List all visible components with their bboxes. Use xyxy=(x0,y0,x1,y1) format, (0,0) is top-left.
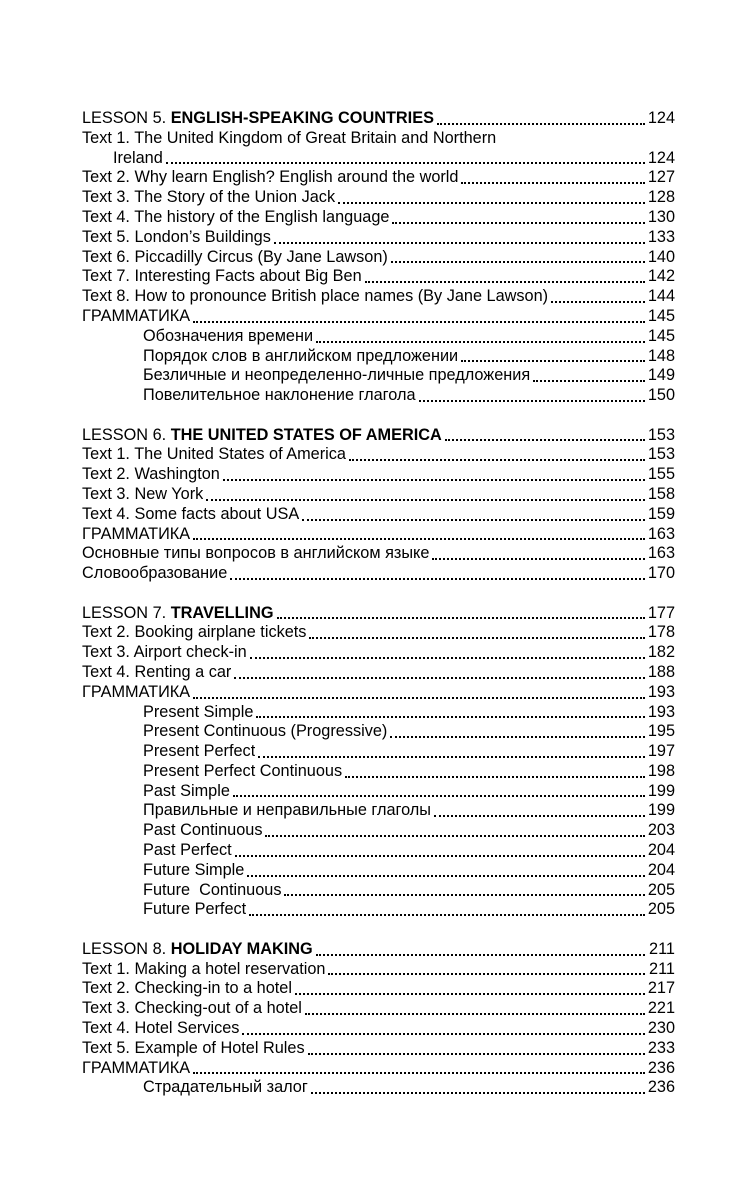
toc-entry-label: Past Simple xyxy=(143,781,230,800)
toc-entry[interactable] xyxy=(82,327,675,347)
toc-entry[interactable] xyxy=(82,782,675,802)
page-number: 128 xyxy=(647,188,675,207)
toc-entry[interactable] xyxy=(82,366,675,386)
toc-entry[interactable] xyxy=(82,703,675,723)
page-number: 163 xyxy=(647,544,675,563)
toc-entry-label: Present Continuous (Progressive) xyxy=(143,722,388,741)
toc-entry-label: Text 4. The history of the English language xyxy=(82,207,390,226)
page-number: 236 xyxy=(647,1078,675,1097)
page-number: 177 xyxy=(647,603,675,622)
page-number: 198 xyxy=(647,761,675,780)
toc-entry-label: Text 3. Airport check-in xyxy=(82,643,247,662)
dot-leader xyxy=(302,509,645,521)
page-number: 144 xyxy=(647,287,675,306)
dot-leader xyxy=(242,1023,645,1035)
toc-entry[interactable] xyxy=(82,861,675,881)
toc-entry-label: Повелительное наклонение глагола xyxy=(143,386,416,405)
toc-entry[interactable] xyxy=(82,960,675,980)
toc-entry[interactable] xyxy=(82,208,675,228)
page-number: 163 xyxy=(647,524,675,543)
toc-entry[interactable] xyxy=(82,1078,675,1098)
toc-entry[interactable] xyxy=(82,663,675,683)
page-number: 158 xyxy=(647,484,675,503)
lesson-header[interactable] xyxy=(82,426,675,446)
toc-entry-label: Text 2. Checking-in to a hotel xyxy=(82,979,292,998)
toc-entry[interactable] xyxy=(82,979,675,999)
page-number: 193 xyxy=(647,682,675,701)
toc-entry-label: Словообразование xyxy=(82,564,228,583)
toc-entry-label: ГРАММАТИКА xyxy=(82,682,191,701)
page-number: 124 xyxy=(647,109,675,127)
toc-entry[interactable] xyxy=(82,129,675,169)
page-number: 159 xyxy=(647,504,675,523)
page-number: 217 xyxy=(647,979,675,998)
page-number: 155 xyxy=(647,465,675,484)
dot-leader xyxy=(434,805,645,817)
toc-entry-label: Text 3. New York xyxy=(82,484,204,503)
page-number: 221 xyxy=(647,999,675,1018)
dot-leader xyxy=(309,627,645,639)
dot-leader xyxy=(193,528,645,540)
toc-entry[interactable] xyxy=(82,564,675,584)
page-number: 140 xyxy=(647,247,675,266)
toc-entry[interactable] xyxy=(82,544,675,564)
toc-entry-label: Future Continuous xyxy=(143,880,282,899)
toc-entry[interactable] xyxy=(82,722,675,742)
toc-entry[interactable] xyxy=(82,347,675,367)
toc-entry[interactable] xyxy=(82,900,675,920)
page-number: 203 xyxy=(647,821,675,840)
toc-entry[interactable] xyxy=(82,485,675,505)
lesson-header-label xyxy=(82,426,442,446)
page-number: 149 xyxy=(647,366,675,385)
table-of-contents xyxy=(82,109,675,1118)
toc-entry[interactable] xyxy=(82,801,675,821)
dot-leader xyxy=(349,449,645,461)
lesson-header-label xyxy=(82,940,313,960)
page-number: 153 xyxy=(647,425,675,444)
page-number: 170 xyxy=(647,564,675,583)
page-number: 130 xyxy=(647,207,675,226)
lesson-header-label xyxy=(82,109,434,129)
toc-entry[interactable] xyxy=(82,762,675,782)
toc-entry-label: Past Perfect xyxy=(143,841,232,860)
lesson-header-label xyxy=(82,604,274,624)
lesson-number: LESSON 7. xyxy=(82,603,171,622)
toc-entry-label: Text 8. How to pronounce British place names (By Jane Lawson) xyxy=(82,287,549,306)
toc-entry-label: Правильные и неправильные глаголы xyxy=(143,801,432,820)
toc-entry[interactable] xyxy=(82,623,675,643)
dot-leader xyxy=(390,726,645,738)
toc-entry-label: Безличные и неопределенно-личные предложения xyxy=(143,366,531,385)
dot-leader xyxy=(308,1043,645,1055)
dot-leader xyxy=(193,311,645,323)
toc-entry-label: ГРАММАТИКА xyxy=(82,306,191,325)
toc-entry-label: Text 6. Piccadilly Circus (By Jane Lawson) xyxy=(82,247,388,266)
page-number: 230 xyxy=(647,1019,675,1038)
page-number: 199 xyxy=(647,781,675,800)
toc-entry-label: Present Perfect xyxy=(143,742,256,761)
page-number: 199 xyxy=(647,801,675,820)
toc-entry[interactable] xyxy=(82,287,675,307)
page-number: 205 xyxy=(647,880,675,899)
dot-leader xyxy=(265,825,645,837)
toc-entry-line xyxy=(82,149,675,169)
toc-entry-label: Present Perfect Continuous xyxy=(143,761,343,780)
toc-entry[interactable] xyxy=(82,683,675,703)
dot-leader xyxy=(311,1082,645,1094)
dot-leader xyxy=(365,271,645,283)
dot-leader xyxy=(392,212,645,224)
dot-leader xyxy=(250,647,645,659)
toc-entry[interactable] xyxy=(82,881,675,901)
toc-entry-label: Text 7. Interesting Facts about Big Ben xyxy=(82,267,362,286)
lesson-title: TRAVELLING xyxy=(170,603,274,622)
toc-entry-label: Text 1. Making a hotel reservation xyxy=(82,959,326,978)
toc-entry[interactable] xyxy=(82,188,675,208)
lesson-header[interactable] xyxy=(82,604,675,624)
toc-entry[interactable] xyxy=(82,386,675,406)
toc-entry-label: Text 5. Example of Hotel Rules xyxy=(82,1038,305,1057)
dot-leader xyxy=(234,667,645,679)
lesson-title: THE UNITED STATES OF AMERICA xyxy=(170,425,442,444)
page-number: 145 xyxy=(647,306,675,325)
lesson-number: LESSON 6. xyxy=(82,425,171,444)
dot-leader xyxy=(461,172,645,184)
dot-leader xyxy=(551,291,645,303)
lesson-header[interactable] xyxy=(82,940,675,960)
toc-entry-label: Text 3. The Story of the Union Jack xyxy=(82,188,336,207)
toc-entry[interactable] xyxy=(82,1059,675,1079)
dot-leader xyxy=(277,607,646,619)
page-number: 233 xyxy=(647,1038,675,1057)
dot-leader xyxy=(305,1003,645,1015)
page-number: 211 xyxy=(649,939,675,958)
dot-leader xyxy=(419,390,646,402)
toc-entry[interactable] xyxy=(82,505,675,525)
page-number: 145 xyxy=(647,326,675,345)
toc-entry-label: Text 1. The United States of America xyxy=(82,445,346,464)
page-number: 153 xyxy=(647,445,675,464)
toc-entry-label: Text 1. The United Kingdom of Great Britain and Northern xyxy=(82,128,497,147)
toc-section xyxy=(82,109,675,406)
toc-entry-label: ГРАММАТИКА xyxy=(82,524,191,543)
dot-leader xyxy=(247,865,645,877)
dot-leader xyxy=(328,963,645,975)
toc-entry[interactable] xyxy=(82,821,675,841)
toc-entry[interactable] xyxy=(82,307,675,327)
dot-leader xyxy=(249,904,645,916)
toc-entry-label: Text 4. Hotel Services xyxy=(82,1019,240,1038)
dot-leader xyxy=(391,251,645,263)
dot-leader xyxy=(223,469,645,481)
page-number: 124 xyxy=(647,148,675,167)
toc-entry[interactable] xyxy=(82,168,675,188)
page-number: 197 xyxy=(647,742,675,761)
toc-entry-label: Text 4. Renting a car xyxy=(82,662,232,681)
toc-entry-label: Text 5. London’s Buildings xyxy=(82,227,271,246)
dot-leader xyxy=(345,766,645,778)
toc-entry-label: Future Simple xyxy=(143,860,245,879)
dot-leader xyxy=(206,489,645,501)
page-number: 211 xyxy=(649,959,675,978)
dot-leader xyxy=(316,944,645,956)
toc-entry[interactable] xyxy=(82,1039,675,1059)
dot-leader xyxy=(256,706,645,718)
dot-leader xyxy=(166,152,645,164)
toc-entry[interactable] xyxy=(82,742,675,762)
page-number: 182 xyxy=(647,643,675,662)
dot-leader xyxy=(295,983,645,995)
toc-entry-label: Past Continuous xyxy=(143,821,263,840)
page-number: 195 xyxy=(647,722,675,741)
toc-entry[interactable] xyxy=(82,228,675,248)
toc-entry[interactable] xyxy=(82,841,675,861)
toc-entry-label: Text 2. Washington xyxy=(82,465,220,484)
page-number: 204 xyxy=(647,860,675,879)
dot-leader xyxy=(230,568,645,580)
dot-leader xyxy=(461,350,645,362)
toc-section xyxy=(82,426,675,584)
dot-leader xyxy=(445,429,645,441)
toc-entry[interactable] xyxy=(82,525,675,545)
lesson-header[interactable] xyxy=(82,109,675,129)
toc-entry[interactable] xyxy=(82,248,675,268)
toc-entry-label: Порядок слов в английском предложении xyxy=(143,346,459,365)
page-number: 133 xyxy=(647,227,675,246)
lesson-title: ENGLISH-SPEAKING COUNTRIES xyxy=(170,109,434,127)
toc-entry[interactable] xyxy=(82,1019,675,1039)
toc-entry[interactable] xyxy=(82,445,675,465)
toc-entry[interactable] xyxy=(82,999,675,1019)
page-number: 193 xyxy=(647,702,675,721)
dot-leader xyxy=(316,331,645,343)
toc-entry[interactable] xyxy=(82,643,675,663)
toc-section xyxy=(82,604,675,921)
dot-leader xyxy=(338,192,645,204)
toc-entry-line xyxy=(82,129,675,149)
dot-leader xyxy=(233,785,645,797)
page-number: 178 xyxy=(647,623,675,642)
toc-entry-label: Text 2. Why learn English? English around the world xyxy=(82,168,459,187)
page-number: 188 xyxy=(647,662,675,681)
toc-entry-label: Text 4. Some facts about USA xyxy=(82,504,300,523)
toc-entry[interactable] xyxy=(82,465,675,485)
toc-entry[interactable] xyxy=(82,267,675,287)
lesson-number: LESSON 5. xyxy=(82,109,171,127)
toc-entry-label: Text 2. Booking airplane tickets xyxy=(82,623,307,642)
toc-entry-label: Present Simple xyxy=(143,702,254,721)
toc-entry-label: Обозначения времени xyxy=(143,326,314,345)
lesson-number: LESSON 8. xyxy=(82,939,171,958)
toc-entry-label: Text 3. Checking-out of a hotel xyxy=(82,999,302,1018)
dot-leader xyxy=(284,884,645,896)
toc-entry-label: ГРАММАТИКА xyxy=(82,1058,191,1077)
page-number: 204 xyxy=(647,841,675,860)
dot-leader xyxy=(193,1062,645,1074)
page-number: 142 xyxy=(647,267,675,286)
page-number: 150 xyxy=(647,386,675,405)
dot-leader xyxy=(533,370,645,382)
dot-leader xyxy=(235,845,645,857)
lesson-title: HOLIDAY MAKING xyxy=(170,939,313,958)
dot-leader xyxy=(274,232,645,244)
toc-entry-label: Страдательный залог xyxy=(143,1078,308,1097)
dot-leader xyxy=(193,687,645,699)
dot-leader xyxy=(437,113,645,125)
dot-leader xyxy=(258,746,645,758)
page-number: 236 xyxy=(647,1058,675,1077)
page-number: 148 xyxy=(647,346,675,365)
dot-leader xyxy=(432,548,645,560)
page-number: 127 xyxy=(647,168,675,187)
toc-entry-label: Future Perfect xyxy=(143,900,247,919)
toc-section xyxy=(82,940,675,1098)
page-number: 205 xyxy=(647,900,675,919)
toc-entry-label: Основные типы вопросов в английском языке xyxy=(82,544,430,563)
toc-entry-label-continued: Ireland xyxy=(113,148,163,167)
